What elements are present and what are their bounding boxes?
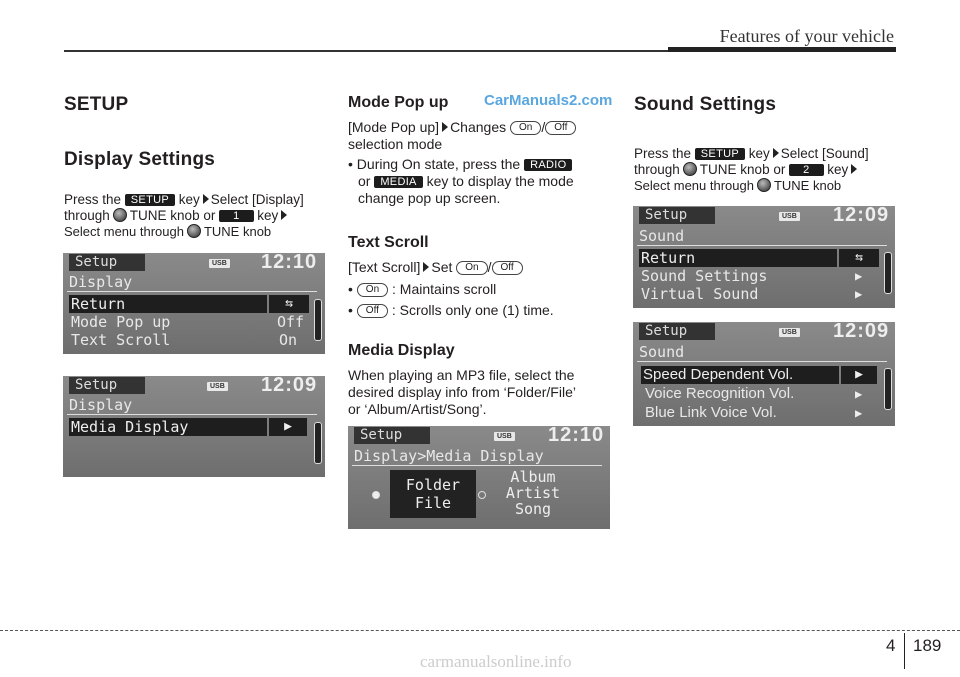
chapter-number: 4 (886, 636, 896, 655)
arrow-right-icon: ▶ (855, 269, 863, 283)
arrow-icon (773, 148, 779, 158)
text-scroll-text: [Text Scroll] Set On / Off • On : Maintains scroll • Off : Scrolls only one (1) time. (348, 259, 554, 318)
off-pill: Off (357, 304, 388, 318)
screen-title: Setup (354, 427, 430, 444)
mode-pop-up-bullet: • During On state, press the RADIO or MEDIA key to display the mode change pop up screen. (348, 156, 574, 206)
usb-icon: USB (494, 432, 515, 441)
screen-title: Setup (639, 207, 715, 224)
option-folder-file[interactable]: Folder File (390, 470, 476, 518)
arrow-right-icon: ▶ (269, 418, 307, 436)
screen-heading: Display>Media Display (354, 447, 544, 465)
screen-media-display-options (348, 426, 610, 529)
display-instructions: Press the SETUP key Select [Display] through TUNE knob or 1 key Select menu through TUNE knob (64, 192, 304, 239)
screen-display-settings (63, 253, 325, 354)
scrollbar (884, 368, 892, 410)
clock: 12:10 (261, 253, 318, 273)
text-scroll-title: Text Scroll (348, 234, 429, 251)
scrollbar (884, 252, 892, 294)
tune-knob-icon (683, 162, 697, 176)
menu-item-mode-pop-up: Mode Pop up (71, 313, 171, 331)
watermark: CarManuals2.com (484, 92, 613, 109)
menu-item-speed-dependent-vol: Speed Dependent Vol. (641, 366, 839, 384)
clock: 12:09 (833, 322, 890, 342)
mode-pop-up-title: Mode Pop up (348, 94, 449, 111)
usb-icon: USB (207, 382, 228, 391)
setup-key-icon: SETUP (695, 148, 745, 160)
arrow-icon (281, 210, 287, 220)
screen-heading: Display (69, 273, 133, 291)
on-pill: On (510, 121, 541, 135)
media-display-text: When playing an MP3 file, select the desired display info from ‘Folder/File’ or ‘Album/Artist/Song’. (348, 367, 576, 417)
media-display-title: Media Display (348, 342, 455, 359)
option-album-artist-song[interactable]: Album Artist Song (505, 468, 561, 518)
menu-item-voice-recognition-vol: Voice Recognition Vol. (645, 385, 795, 402)
screen-heading: Sound (639, 343, 685, 361)
arrow-right-icon: ▶ (855, 406, 863, 420)
clock: 12:09 (833, 206, 890, 226)
on-pill: On (357, 283, 388, 297)
arrow-icon (851, 164, 857, 174)
menu-item-virtual-sound: Virtual Sound (641, 285, 759, 303)
menu-item-media-display: Media Display (69, 418, 267, 436)
radio-selected[interactable] (372, 491, 380, 499)
arrow-icon (423, 262, 429, 272)
usb-icon: USB (779, 212, 800, 221)
screen-title: Setup (69, 254, 145, 271)
setup-key-icon: SETUP (125, 194, 175, 206)
arrow-icon (203, 194, 209, 204)
return-icon: ⇆ (269, 295, 309, 313)
screen-sound-volume (633, 322, 895, 426)
screen-heading: Display (69, 396, 133, 414)
footer-rule (0, 630, 960, 631)
arrow-right-icon: ▶ (855, 387, 863, 401)
on-pill: On (456, 261, 487, 275)
tune-knob-icon (113, 208, 127, 222)
sound-settings-title: Sound Settings (634, 94, 777, 115)
usb-icon: USB (779, 328, 800, 337)
arrow-right-icon: ▶ (841, 366, 877, 384)
menu-item-sound-settings: Sound Settings (641, 267, 768, 285)
sound-instructions: Press the SETUP key Select [Sound] through TUNE knob or 2 key Select menu through TUNE knob (634, 146, 869, 193)
menu-item-blue-link-voice-vol: Blue Link Voice Vol. (645, 404, 777, 421)
mode-pop-up-value: Off (277, 313, 305, 331)
section-title-setup: SETUP (64, 94, 129, 115)
screen-title: Setup (639, 323, 715, 340)
menu-item-return: Return (639, 249, 837, 267)
tune-knob-icon (187, 224, 201, 238)
radio-key-icon: RADIO (524, 159, 572, 171)
scrollbar (314, 422, 322, 464)
usb-icon: USB (209, 259, 230, 268)
arrow-icon (442, 122, 448, 132)
page-divider (904, 633, 905, 669)
scrollbar (314, 299, 322, 341)
menu-item-text-scroll: Text Scroll (71, 331, 171, 349)
screen-title: Setup (69, 377, 145, 394)
clock: 12:09 (261, 376, 318, 396)
radio-unselected[interactable] (478, 491, 486, 499)
header-title: Features of your vehicle (719, 26, 894, 46)
screen-sound-menu (633, 206, 895, 308)
mode-pop-up-text: [Mode Pop up] Changes On / Off selection mode (348, 119, 612, 153)
screen-heading: Sound (639, 227, 685, 245)
menu-item-return: Return (69, 295, 267, 313)
return-icon: ⇆ (839, 249, 879, 267)
tune-knob-icon (757, 178, 771, 192)
header-rule-thick (668, 47, 896, 52)
page-number: 189 (913, 636, 942, 655)
off-pill: Off (492, 261, 523, 275)
clock: 12:10 (548, 426, 605, 446)
off-pill: Off (545, 121, 576, 135)
screen-media-display-menu (63, 376, 325, 477)
header-rule (64, 50, 668, 52)
display-settings-title: Display Settings (64, 149, 216, 170)
text-scroll-value: On (279, 331, 298, 349)
key-2-icon: 2 (789, 164, 823, 176)
media-key-icon: MEDIA (374, 176, 422, 188)
key-1-icon: 1 (219, 210, 253, 222)
arrow-right-icon: ▶ (855, 287, 863, 301)
footer-watermark: carmanualsonline.info (420, 652, 572, 671)
